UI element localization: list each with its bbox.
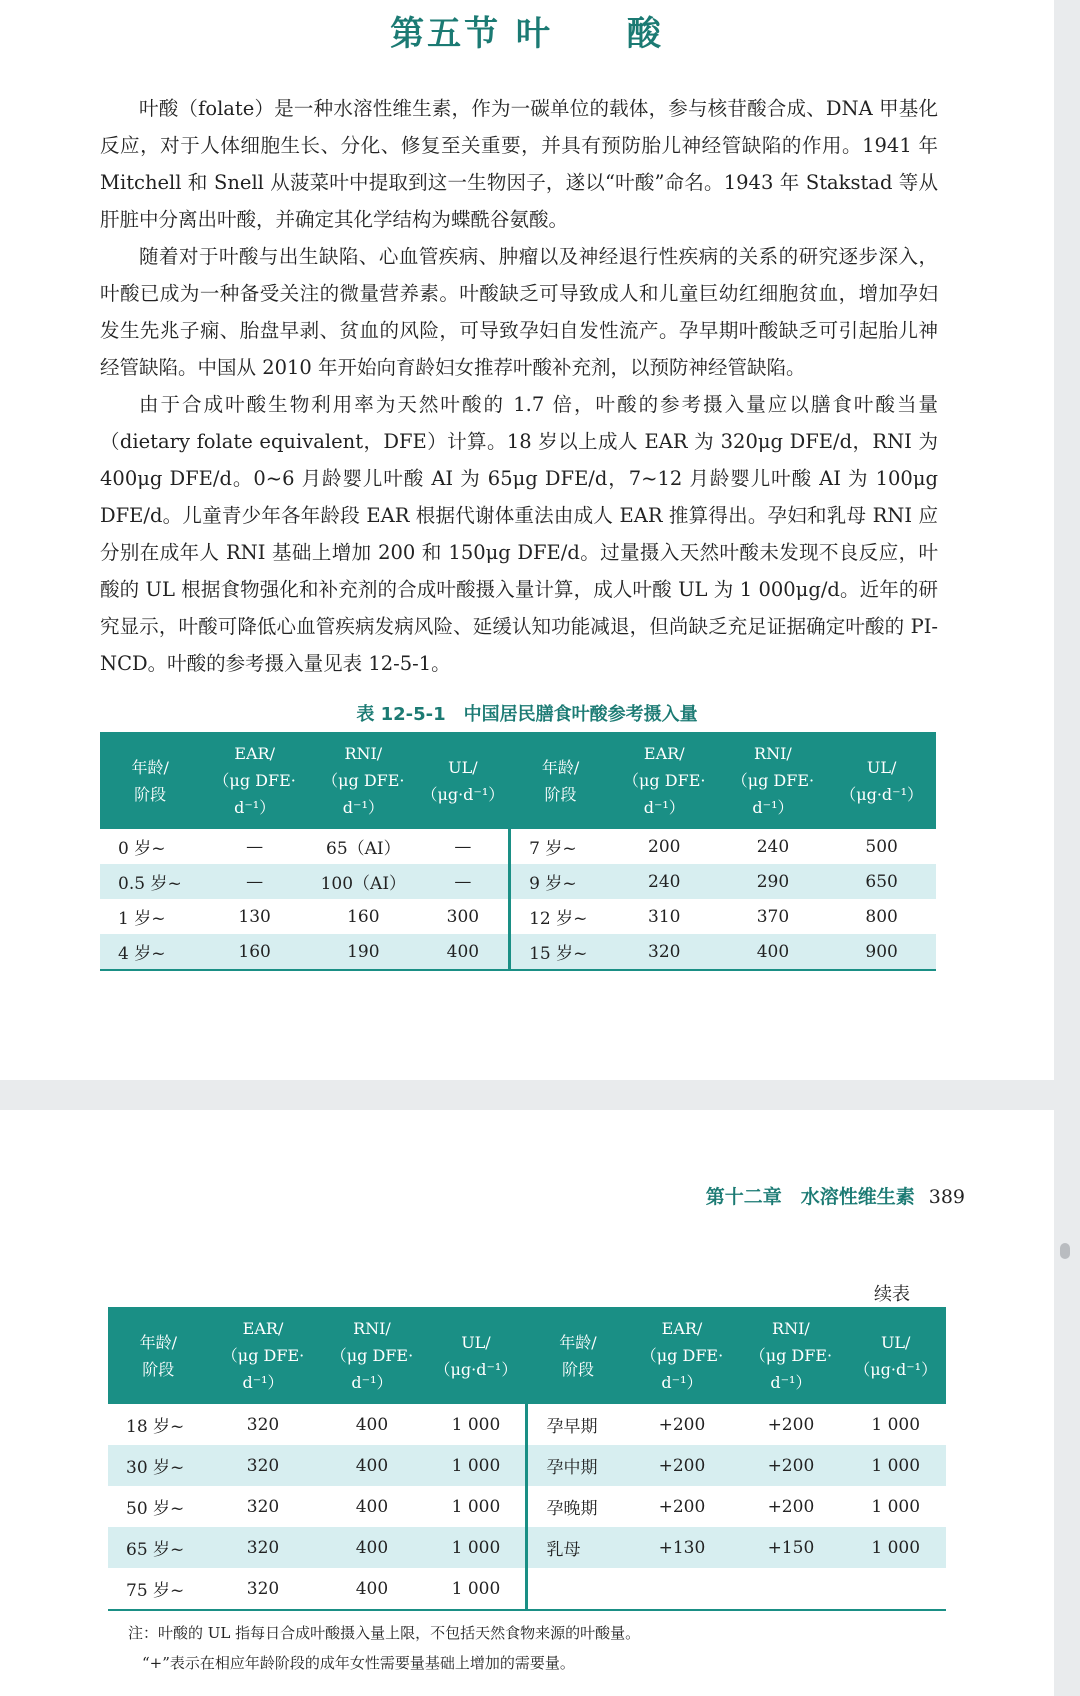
- table-cell: 9 岁~: [510, 864, 610, 899]
- table-cell: 1 000: [871, 1496, 921, 1517]
- table-row: [108, 1445, 946, 1486]
- table-cell: 300: [418, 899, 510, 934]
- section-title: 第五节 叶 酸: [390, 14, 664, 54]
- header-row: [100, 732, 936, 829]
- header-line: d⁻¹）: [351, 1373, 393, 1392]
- header-line: （μg DFE·: [731, 771, 815, 790]
- header-line: （μg·d⁻¹）: [421, 784, 505, 804]
- table-cell: 孕中期: [527, 1445, 628, 1486]
- page-number: 389: [928, 1186, 965, 1208]
- table-cell: 18 岁~: [126, 1417, 185, 1437]
- table-cell: —: [246, 836, 264, 857]
- table-body: [100, 829, 936, 970]
- table-cell: 900: [827, 934, 936, 970]
- table-cell: +200: [767, 1414, 815, 1435]
- continued-label: 续表: [874, 1284, 910, 1305]
- table-cell: 320: [610, 934, 719, 970]
- table-cell: 400: [317, 1445, 426, 1486]
- table-cell: 400: [317, 1568, 426, 1610]
- table-cell: +200: [628, 1445, 737, 1486]
- header-line: 年龄/: [139, 1332, 177, 1352]
- table-cell: +200: [767, 1496, 815, 1517]
- header-line: d⁻¹）: [242, 1373, 284, 1392]
- table-cell: 孕晚期: [546, 1499, 598, 1519]
- table-cell: 1 000: [871, 1414, 921, 1435]
- table-cell: 370: [756, 906, 790, 927]
- table-cell: 400: [355, 1496, 389, 1517]
- table-cell: 400: [418, 934, 510, 970]
- paragraph-2: 随着对于叶酸与出生缺陷、心血管疾病、肿瘤以及神经退行性疾病的关系的研究逐步深入，叶酸已成为一种备受关注的微量营养素。叶酸缺乏可导致成人和儿童巨幼红细胞贫血，增加孕妇发生先兆子痫、胎盘早剥、贫血的风险，可导致孕妇自发性流产。孕早期叶酸缺乏可引起胎儿神经管缺陷。中国从 2010 年开始向育龄妇女推荐叶酸补充剂，以预防神经管缺陷。: [100, 245, 938, 379]
- table-cell: 1 000: [426, 1527, 527, 1568]
- header-line: d⁻¹）: [234, 798, 276, 817]
- table-cell: 1 000: [845, 1527, 946, 1568]
- table-cell: 7 岁~: [529, 839, 577, 859]
- table-cell: +150: [736, 1527, 845, 1568]
- table-cell: 240: [610, 864, 719, 899]
- header-line: （μg DFE·: [213, 771, 296, 790]
- table-cell: 320: [209, 1527, 318, 1568]
- header-line: d⁻¹）: [770, 1373, 812, 1392]
- table-cell: +200: [736, 1445, 845, 1486]
- table-cell: 160: [200, 934, 309, 970]
- table-cell: 1 000: [426, 1445, 527, 1486]
- table-header: [100, 732, 936, 829]
- paragraph-1: 叶酸（folate）是一种水溶性维生素，作为一碳单位的载体，参与核苷酸合成、DNA 甲基化反应，对于人体细胞生长、分化、修复至关重要，并具有预防胎儿神经管缺陷的作用。1941 年 Mitchell 和 Snell 从菠菜叶中提取到这一生物因子，遂以“叶酸”命名。1943 年 Stakstad 等从肝脏中分离出叶酸，并确定其化学结构为蝶酰谷氨酸。: [100, 97, 938, 231]
- header-line: （μg DFE·: [623, 771, 706, 790]
- table-cell: 800: [865, 906, 898, 927]
- table-cell: 310: [648, 906, 681, 927]
- folate-table-part2: [108, 1307, 946, 1611]
- table-row: [100, 934, 936, 970]
- table-cell: 100（AI）: [309, 864, 418, 899]
- table-cell: 650: [827, 864, 936, 899]
- header-age: [527, 1307, 628, 1404]
- header-line: （μg·d⁻¹）: [854, 1359, 938, 1379]
- table-notes: [128, 1618, 640, 1678]
- table-cell: 0 岁~: [118, 839, 166, 859]
- header-line: （μg·d⁻¹）: [434, 1359, 518, 1379]
- header-ear: [200, 732, 309, 829]
- header-line: （μg DFE·: [221, 1346, 305, 1365]
- table-cell: [845, 1568, 946, 1610]
- table-row: [108, 1568, 946, 1610]
- note-2: “+”表示在相应年龄阶段的成年女性需要量基础上增加的需要量。: [142, 1654, 575, 1672]
- header-age: [510, 732, 610, 829]
- body-text: [100, 90, 938, 682]
- chapter-title: 第十二章 水溶性维生素: [705, 1186, 915, 1208]
- table-cell: 200: [648, 836, 681, 857]
- header-rni: [736, 1307, 845, 1404]
- header-ear: [610, 732, 719, 829]
- table-cell: 320: [246, 1496, 280, 1517]
- table-cell: 乳母: [527, 1527, 628, 1568]
- header-line: 阶段: [544, 784, 577, 804]
- header-line: RNI/: [754, 744, 792, 763]
- header-ear: [628, 1307, 737, 1404]
- table-cell: 1 000: [845, 1445, 946, 1486]
- table-cell: 65（AI）: [326, 839, 401, 859]
- table-cell: 1 000: [426, 1486, 527, 1527]
- header-line: UL/: [880, 1332, 911, 1352]
- header-line: UL/: [866, 757, 897, 777]
- header-line: RNI/: [353, 1319, 391, 1338]
- header-line: 年龄/: [541, 757, 580, 777]
- header-line: UL/: [448, 757, 478, 777]
- table-row: [108, 1486, 946, 1527]
- header-line: （μg DFE·: [640, 1346, 724, 1365]
- table-cell: 75 岁~: [108, 1568, 209, 1610]
- scrollbar-thumb[interactable]: [1060, 1243, 1070, 1259]
- header-line: d⁻¹）: [643, 798, 685, 817]
- table-row: [108, 1527, 946, 1568]
- header-line: d⁻¹）: [342, 798, 384, 817]
- header-line: EAR/: [234, 744, 275, 763]
- folate-table-part1: [100, 732, 936, 971]
- table-cell: 500: [865, 836, 898, 857]
- table-cell: 400: [719, 934, 828, 970]
- table-cell: 30 岁~: [108, 1445, 209, 1486]
- header-rni: [719, 732, 828, 829]
- table-cell: 160: [347, 906, 380, 927]
- table-cell: 1 000: [426, 1404, 527, 1445]
- table-cell: 400: [317, 1527, 426, 1568]
- header-line: RNI/: [772, 1319, 810, 1338]
- table-cell: —: [418, 864, 510, 899]
- table-cell: 50 岁~: [126, 1499, 185, 1519]
- table-cell: 12 岁~: [529, 909, 588, 929]
- header-line: 阶段: [134, 784, 167, 804]
- table-cell: +200: [658, 1414, 706, 1435]
- running-head: [706, 1182, 965, 1209]
- table-cell: [527, 1568, 628, 1610]
- header-rni: [309, 732, 418, 829]
- table-row: [100, 829, 936, 864]
- header-line: d⁻¹）: [752, 798, 794, 817]
- table-caption: 表 12-5-1 中国居民膳食叶酸参考摄入量: [356, 704, 698, 725]
- table-header: [108, 1307, 946, 1404]
- header-line: d⁻¹）: [661, 1373, 703, 1392]
- table-body: [108, 1404, 946, 1610]
- table-cell: +200: [658, 1496, 706, 1517]
- table-cell: 320: [246, 1414, 280, 1435]
- header-ul: [418, 732, 510, 829]
- table-row: [108, 1404, 946, 1445]
- table-cell: 190: [309, 934, 418, 970]
- header-age: [100, 732, 200, 829]
- table-cell: 1 岁~: [118, 909, 166, 929]
- header-rni: [317, 1307, 426, 1404]
- header-line: UL/: [461, 1332, 491, 1352]
- header-line: （μg DFE·: [322, 771, 405, 790]
- table-cell: [628, 1568, 737, 1610]
- paragraph-3: 由于合成叶酸生物利用率为天然叶酸的 1.7 倍，叶酸的参考摄入量应以膳食叶酸当量（dietary folate equivalent，DFE）计算。18 岁以上成人 EAR 为 320μg DFE/d，RNI 为 400μg DFE/d。0~6 月龄婴儿叶酸 AI 为 65μg DFE/d，7~12 月龄婴儿叶酸 AI 为 100μg DFE/d。儿童青少年各年龄段 EAR 根据代谢体重法由成人 EAR 推算得出。孕妇和乳母 RNI 应分别在成年人 RNI 基础上增加 200 和 150μg DFE/d。过量摄入天然叶酸未发现不良反应，叶酸的 UL 根据食物强化和补充剂的合成叶酸摄入量计算，成人叶酸 UL 为 1 000μg/d。近年的研究显示，叶酸可降低心血管疾病发病风险、延缓认知功能减退，但尚缺乏充足证据确定叶酸的 PI-NCD。叶酸的参考摄入量见表 12-5-1。: [100, 393, 938, 675]
- table-cell: 320: [209, 1445, 318, 1486]
- header-line: （μg DFE·: [749, 1346, 833, 1365]
- header-ear: [209, 1307, 318, 1404]
- header-row: [108, 1307, 946, 1404]
- header-line: （μg·d⁻¹）: [840, 784, 924, 804]
- header-line: EAR/: [242, 1319, 284, 1338]
- header-line: EAR/: [643, 744, 685, 763]
- table-cell: 400: [355, 1414, 389, 1435]
- table-cell: +130: [628, 1527, 737, 1568]
- header-line: 阶段: [142, 1359, 175, 1379]
- header-ul: [426, 1307, 527, 1404]
- table-cell: 孕早期: [546, 1417, 598, 1437]
- header-line: 年龄/: [559, 1332, 597, 1352]
- table-cell: 4 岁~: [100, 934, 200, 970]
- header-line: EAR/: [661, 1319, 703, 1338]
- table-cell: 65 岁~: [108, 1527, 209, 1568]
- header-ul: [827, 732, 936, 829]
- table-cell: —: [418, 829, 510, 864]
- table-cell: [736, 1568, 845, 1610]
- table-cell: 130: [238, 906, 271, 927]
- header-line: RNI/: [344, 744, 383, 763]
- table-cell: 320: [209, 1568, 318, 1610]
- table-cell: 290: [719, 864, 828, 899]
- header-line: 阶段: [561, 1359, 594, 1379]
- header-age: [108, 1307, 209, 1404]
- table-cell: 240: [756, 836, 790, 857]
- table-row: [100, 864, 936, 899]
- header-ul: [845, 1307, 946, 1404]
- table-row: [100, 899, 936, 934]
- table-cell: 1 000: [426, 1568, 527, 1610]
- table-cell: 15 岁~: [510, 934, 610, 970]
- header-line: 年龄/: [131, 757, 169, 777]
- table-cell: —: [200, 864, 309, 899]
- table-cell: 0.5 岁~: [100, 864, 200, 899]
- header-line: （μg DFE·: [330, 1346, 414, 1365]
- note-1: 注：叶酸的 UL 指每日合成叶酸摄入量上限，不包括天然食物来源的叶酸量。: [128, 1624, 641, 1642]
